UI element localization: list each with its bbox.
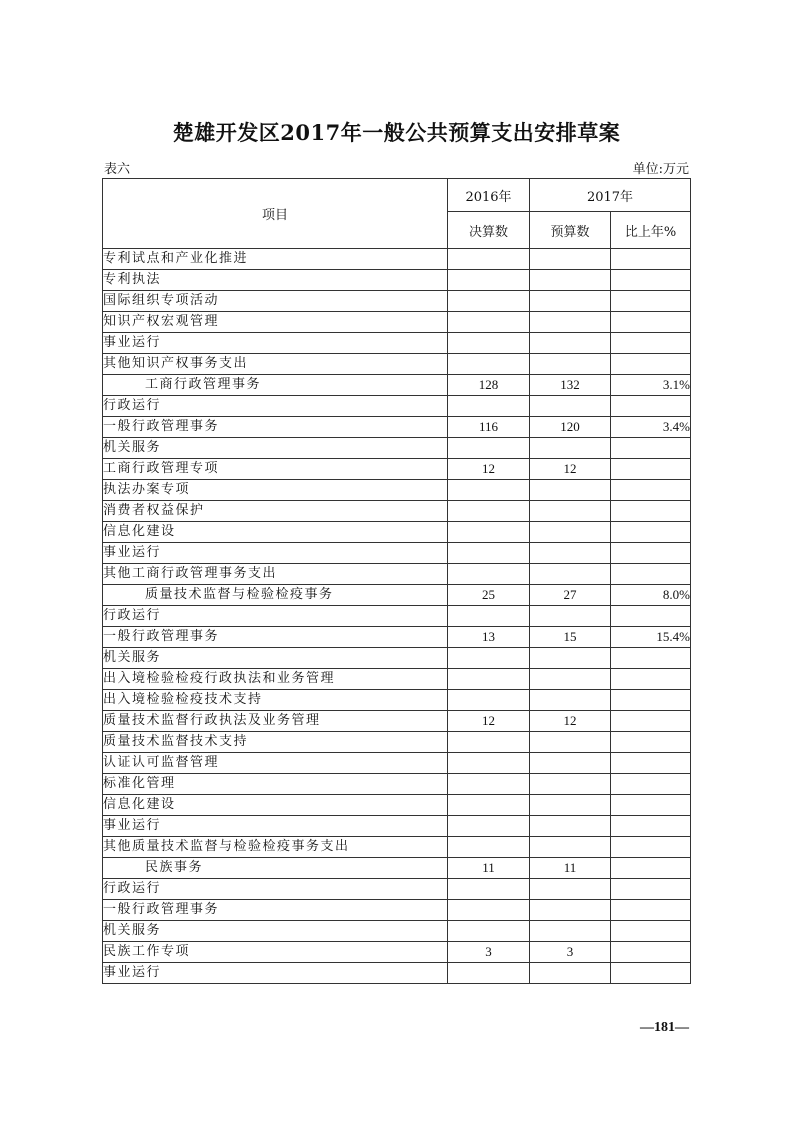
budget-2017-cell <box>530 774 611 795</box>
item-cell: 标准化管理 <box>103 774 448 795</box>
final-2016-cell: 12 <box>448 711 530 732</box>
yoy-cell <box>611 606 691 627</box>
yoy-cell <box>611 333 691 354</box>
header-2016: 2016年 <box>448 179 530 212</box>
item-cell: 行政运行 <box>103 879 448 900</box>
table-row <box>103 879 691 900</box>
item-cell: 民族工作专项 <box>103 942 448 963</box>
item-cell: 工商行政管理事务 <box>103 375 448 396</box>
table-row <box>103 669 691 690</box>
table-row <box>103 837 691 858</box>
item-cell: 事业运行 <box>103 333 448 354</box>
item-cell: 消费者权益保护 <box>103 501 448 522</box>
final-2016-cell: 13 <box>448 627 530 648</box>
item-cell: 知识产权宏观管理 <box>103 312 448 333</box>
header-item: 项目 <box>103 179 448 249</box>
document-title: 楚雄开发区2017年一般公共预算支出安排草案 <box>172 120 621 145</box>
final-2016-cell <box>448 900 530 921</box>
budget-2017-cell: 12 <box>530 459 611 480</box>
final-2016-cell <box>448 879 530 900</box>
header-final-accounts: 决算数 <box>448 212 530 249</box>
yoy-cell <box>611 753 691 774</box>
budget-2017-cell: 15 <box>530 627 611 648</box>
budget-2017-cell <box>530 312 611 333</box>
final-2016-cell <box>448 543 530 564</box>
final-2016-cell: 11 <box>448 858 530 879</box>
yoy-cell <box>611 354 691 375</box>
yoy-cell <box>611 732 691 753</box>
final-2016-cell <box>448 921 530 942</box>
item-cell: 事业运行 <box>103 816 448 837</box>
yoy-cell <box>611 690 691 711</box>
final-2016-cell: 128 <box>448 375 530 396</box>
item-cell: 出入境检验检疫行政执法和业务管理 <box>103 669 448 690</box>
final-2016-cell <box>448 795 530 816</box>
table-row <box>103 312 691 333</box>
table-row <box>103 858 691 879</box>
table-row <box>103 438 691 459</box>
budget-2017-cell: 132 <box>530 375 611 396</box>
header-yoy: 比上年% <box>611 212 691 249</box>
yoy-cell: 3.1% <box>611 375 691 396</box>
item-cell: 信息化建设 <box>103 795 448 816</box>
table-row <box>103 900 691 921</box>
budget-2017-cell <box>530 795 611 816</box>
yoy-cell <box>611 648 691 669</box>
header-row <box>103 179 691 212</box>
table-row <box>103 690 691 711</box>
final-2016-cell: 116 <box>448 417 530 438</box>
budget-2017-cell <box>530 522 611 543</box>
final-2016-cell: 25 <box>448 585 530 606</box>
item-cell: 国际组织专项活动 <box>103 291 448 312</box>
budget-2017-cell: 3 <box>530 942 611 963</box>
item-cell: 质量技术监督与检验检疫事务 <box>103 585 448 606</box>
table-row <box>103 354 691 375</box>
table-body <box>103 249 691 984</box>
yoy-cell <box>611 396 691 417</box>
budget-2017-cell <box>530 732 611 753</box>
budget-2017-cell <box>530 816 611 837</box>
final-2016-cell <box>448 249 530 270</box>
budget-2017-cell: 120 <box>530 417 611 438</box>
budget-2017-cell <box>530 501 611 522</box>
table-row <box>103 375 691 396</box>
final-2016-cell <box>448 480 530 501</box>
final-2016-cell <box>448 270 530 291</box>
final-2016-cell <box>448 396 530 417</box>
yoy-cell <box>611 459 691 480</box>
budget-2017-cell: 27 <box>530 585 611 606</box>
final-2016-cell <box>448 753 530 774</box>
final-2016-cell <box>448 291 530 312</box>
page-number: —181— <box>640 1020 689 1035</box>
yoy-cell <box>611 249 691 270</box>
unit-label: 单位:万元 <box>632 162 689 177</box>
yoy-cell <box>611 501 691 522</box>
yoy-cell: 3.4% <box>611 417 691 438</box>
header-budget: 预算数 <box>530 212 611 249</box>
budget-2017-cell <box>530 648 611 669</box>
final-2016-cell <box>448 669 530 690</box>
table-row <box>103 417 691 438</box>
item-cell: 质量技术监督技术支持 <box>103 732 448 753</box>
item-cell: 工商行政管理专项 <box>103 459 448 480</box>
yoy-cell <box>611 270 691 291</box>
header-2017: 2017年 <box>530 179 691 212</box>
yoy-cell <box>611 291 691 312</box>
yoy-cell <box>611 711 691 732</box>
budget-table <box>102 178 691 984</box>
yoy-cell <box>611 480 691 501</box>
yoy-cell <box>611 900 691 921</box>
budget-2017-cell <box>530 291 611 312</box>
item-cell: 行政运行 <box>103 396 448 417</box>
item-cell: 执法办案专项 <box>103 480 448 501</box>
final-2016-cell <box>448 774 530 795</box>
item-cell: 其他知识产权事务支出 <box>103 354 448 375</box>
budget-2017-cell <box>530 606 611 627</box>
table-row <box>103 816 691 837</box>
yoy-cell <box>611 522 691 543</box>
item-cell: 其他质量技术监督与检验检疫事务支出 <box>103 837 448 858</box>
table-row <box>103 963 691 984</box>
table-row <box>103 774 691 795</box>
yoy-cell <box>611 438 691 459</box>
final-2016-cell: 12 <box>448 459 530 480</box>
table-row <box>103 270 691 291</box>
yoy-cell <box>611 543 691 564</box>
budget-2017-cell: 12 <box>530 711 611 732</box>
table-row <box>103 333 691 354</box>
budget-2017-cell <box>530 333 611 354</box>
item-cell: 专利执法 <box>103 270 448 291</box>
yoy-cell: 8.0% <box>611 585 691 606</box>
table-row <box>103 564 691 585</box>
budget-2017-cell: 11 <box>530 858 611 879</box>
budget-2017-cell <box>530 963 611 984</box>
item-cell: 一般行政管理事务 <box>103 627 448 648</box>
budget-2017-cell <box>530 669 611 690</box>
item-cell: 专利试点和产业化推进 <box>103 249 448 270</box>
final-2016-cell <box>448 522 530 543</box>
table-row <box>103 249 691 270</box>
final-2016-cell <box>448 438 530 459</box>
budget-2017-cell <box>530 900 611 921</box>
table-row <box>103 522 691 543</box>
table-row <box>103 711 691 732</box>
yoy-cell <box>611 564 691 585</box>
item-cell: 一般行政管理事务 <box>103 417 448 438</box>
item-cell: 机关服务 <box>103 921 448 942</box>
item-cell: 事业运行 <box>103 543 448 564</box>
yoy-cell <box>611 312 691 333</box>
final-2016-cell <box>448 732 530 753</box>
final-2016-cell <box>448 564 530 585</box>
yoy-cell <box>611 942 691 963</box>
final-2016-cell <box>448 501 530 522</box>
table-row <box>103 585 691 606</box>
item-cell: 认证认可监督管理 <box>103 753 448 774</box>
final-2016-cell <box>448 333 530 354</box>
item-cell: 行政运行 <box>103 606 448 627</box>
final-2016-cell <box>448 816 530 837</box>
table-number: 表六 <box>104 162 131 177</box>
yoy-cell <box>611 858 691 879</box>
final-2016-cell <box>448 354 530 375</box>
budget-2017-cell <box>530 354 611 375</box>
final-2016-cell <box>448 690 530 711</box>
budget-2017-cell <box>530 438 611 459</box>
table-row <box>103 480 691 501</box>
budget-2017-cell <box>530 543 611 564</box>
table-row <box>103 627 691 648</box>
table-row <box>103 291 691 312</box>
table-row <box>103 543 691 564</box>
yoy-cell <box>611 921 691 942</box>
final-2016-cell: 3 <box>448 942 530 963</box>
budget-2017-cell <box>530 270 611 291</box>
item-cell: 机关服务 <box>103 648 448 669</box>
yoy-cell <box>611 795 691 816</box>
budget-2017-cell <box>530 690 611 711</box>
budget-2017-cell <box>530 879 611 900</box>
item-cell: 信息化建设 <box>103 522 448 543</box>
final-2016-cell <box>448 963 530 984</box>
table-row <box>103 606 691 627</box>
table-row <box>103 753 691 774</box>
table-row <box>103 459 691 480</box>
budget-2017-cell <box>530 753 611 774</box>
table-row <box>103 396 691 417</box>
budget-2017-cell <box>530 564 611 585</box>
table-row <box>103 732 691 753</box>
budget-2017-cell <box>530 837 611 858</box>
table-row <box>103 648 691 669</box>
item-cell: 出入境检验检疫技术支持 <box>103 690 448 711</box>
final-2016-cell <box>448 606 530 627</box>
item-cell: 其他工商行政管理事务支出 <box>103 564 448 585</box>
item-cell: 民族事务 <box>103 858 448 879</box>
final-2016-cell <box>448 837 530 858</box>
item-cell: 机关服务 <box>103 438 448 459</box>
item-cell: 事业运行 <box>103 963 448 984</box>
yoy-cell <box>611 774 691 795</box>
yoy-cell: 15.4% <box>611 627 691 648</box>
budget-2017-cell <box>530 480 611 501</box>
item-cell: 一般行政管理事务 <box>103 900 448 921</box>
yoy-cell <box>611 669 691 690</box>
table-row <box>103 501 691 522</box>
yoy-cell <box>611 837 691 858</box>
item-cell: 质量技术监督行政执法及业务管理 <box>103 711 448 732</box>
yoy-cell <box>611 963 691 984</box>
table-row <box>103 795 691 816</box>
final-2016-cell <box>448 312 530 333</box>
budget-2017-cell <box>530 921 611 942</box>
final-2016-cell <box>448 648 530 669</box>
yoy-cell <box>611 816 691 837</box>
budget-2017-cell <box>530 249 611 270</box>
yoy-cell <box>611 879 691 900</box>
table-row <box>103 942 691 963</box>
table-row <box>103 921 691 942</box>
budget-2017-cell <box>530 396 611 417</box>
